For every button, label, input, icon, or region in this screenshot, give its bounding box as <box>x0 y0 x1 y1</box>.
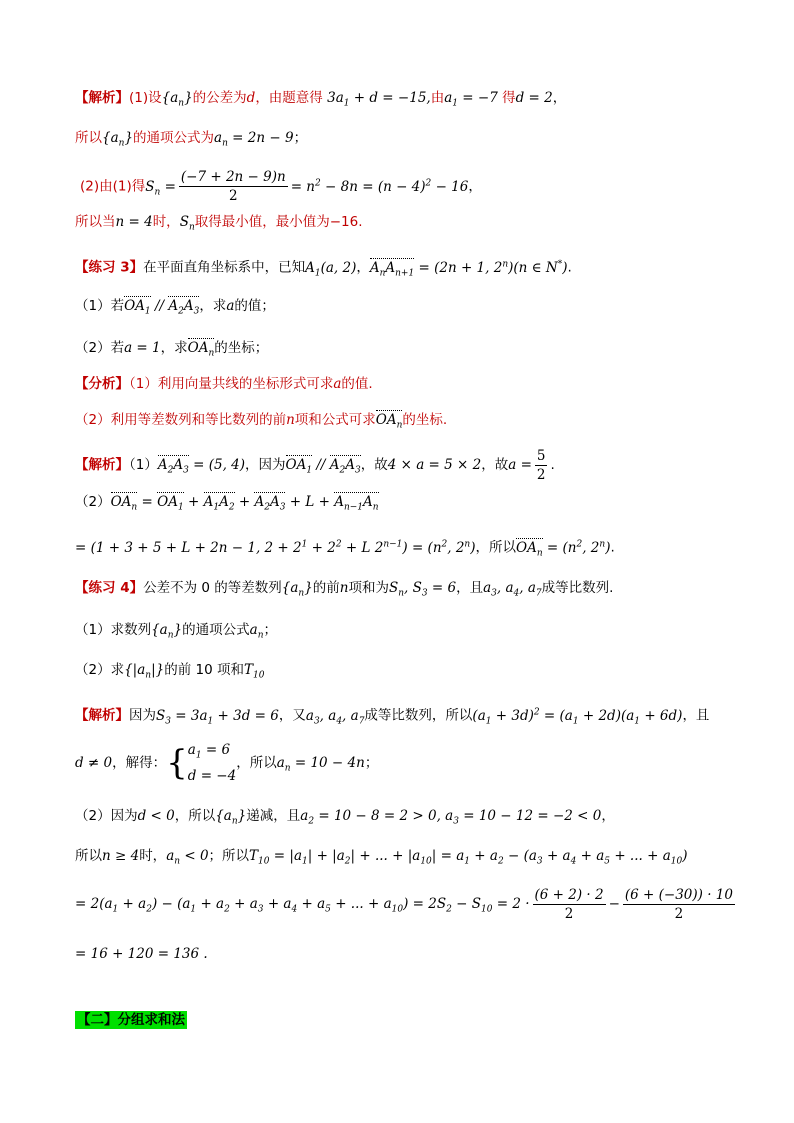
solution-4-line-6: = 16 + 120 = 136 . <box>75 946 208 962</box>
analysis-label: 【分析】 <box>75 376 129 392</box>
section-heading: 【二】分组求和法 <box>77 1012 185 1028</box>
question-2: （2）若a = 1，求$OA_n$的坐标； <box>75 338 268 362</box>
solution-4-line-1: 【解析】因为$S_3 = 3a_1 + 3d = 6$，又$a_3$, $a_4$, $a_7$成等比数列，所以$(a_1 + 3d)^2 = (a_1 + 2d)(a_1 + 6d)$，且 <box>75 707 710 727</box>
solution-3-line-1: 【解析】$(1)A_2A_3 = (5$, 4)，因为$OA_1 // A_2A_3$，故4 × a = 5 × 2，故a = $\frac{5}{2}$ . <box>75 447 555 483</box>
solution-4-line-4: 所以n ≥ 4时，$a_n < 0$；所以$T_{10} = |a_1| + |a_2|$ + ... + $|a_{10}| = a_1 + a_2 - (a_3 + a_4 + a_5$ + ... + $a_{10}$) <box>75 848 688 867</box>
solution-3-line-3: = (1 + 3 + 5 + L + 2n − 1, $2 + 2^1 + 2^2 + L$ $2^{n-1}) = (n^2$, 2$^n$)，所以$OA_n = (n^2$, 2$^n$). <box>75 534 615 561</box>
solution-line-1: 【解析】(1)设$\{a_n\}$的公差为d，由题意得 $3a_1 + d = -15$,由$a_1 = -7$ 得d = 2， <box>75 90 567 109</box>
solution-line-3: (2)由(1)得$S_n$ = $\frac{(-7 + 2n - 9)n}{2}$ = $n^2 - 8n = (n - 4)^2 - 16$， <box>80 169 482 204</box>
analysis-line-1: 【分析】（1）利用向量共线的坐标形式可求a的值. <box>75 376 373 392</box>
solution-4-line-2: d ≠ 0，解得：{ $a_1 = 6$ d = −4 ，所以$a_n = 10 - 4n$； <box>75 742 379 784</box>
analysis-line-2: （2）利用等差数列和等比数列的前n项和公式可求$OA_n$的坐标. <box>75 410 447 434</box>
exercise-4-line: 【练习 4】公差不为 0 的等差数列$\{a_n\}$的前n项和为$S_n$, $S_3 = 6$，且$a_3$, $a_4$, $a_7$成等比数列. <box>75 580 614 599</box>
solution-3-line-2: $(2)OA_n = OA_1 + A_1A_2 + A_2A_3 + L + A_{n-1}A_n$ <box>75 492 379 516</box>
problem-2: （2）求$\{|a_n|\}$的前 10 项和$T_{10}$ <box>75 662 265 681</box>
exercise-4-label: 【练习 4】 <box>75 580 144 596</box>
solution-line-2: 所以$\{a_n\}$的通项公式为$a_n = 2n - 9$； <box>75 130 308 149</box>
solution-4-line-5: = $2(a_1 + a_2) - (a_1 + a_2 + a_3 + a_4 + a_5$ + ... + $a_{10}) = 2S_2 - S_{10} = 2$ · $\frac{(6 + 2) \cdot 2}{2}$ − $\frac{(6 + (-30)) \cdot 10}{2}$ <box>75 886 733 922</box>
exercise-3-line: 【练习 3】在平面直角坐标系中，已知$A_1(a$, 2)，$A_nA_{n+1} = (2n + 1$, 2$^n$)(n ∈ N*). <box>75 254 572 283</box>
solution-4-line-3: （2）因为d < 0，所以$\{a_n\}$递减，且$a_2 = 10 - 8 = 2 > 0$, $a_3 = 10 - 12 = -2 < 0$， <box>75 808 615 827</box>
solution-line-4: 所以当n = 4时，$S_n$取得最小值，最小值为−16. <box>75 214 363 233</box>
problem-1: （1）求数列$\{a_n\}$的通项公式$a_n$； <box>75 622 277 641</box>
solution-label: 【解析】 <box>75 90 129 106</box>
exercise-3-label: 【练习 3】 <box>75 259 144 276</box>
question-1: （1）若$OA_1 // A_2A_3$，求a的值； <box>75 296 275 320</box>
